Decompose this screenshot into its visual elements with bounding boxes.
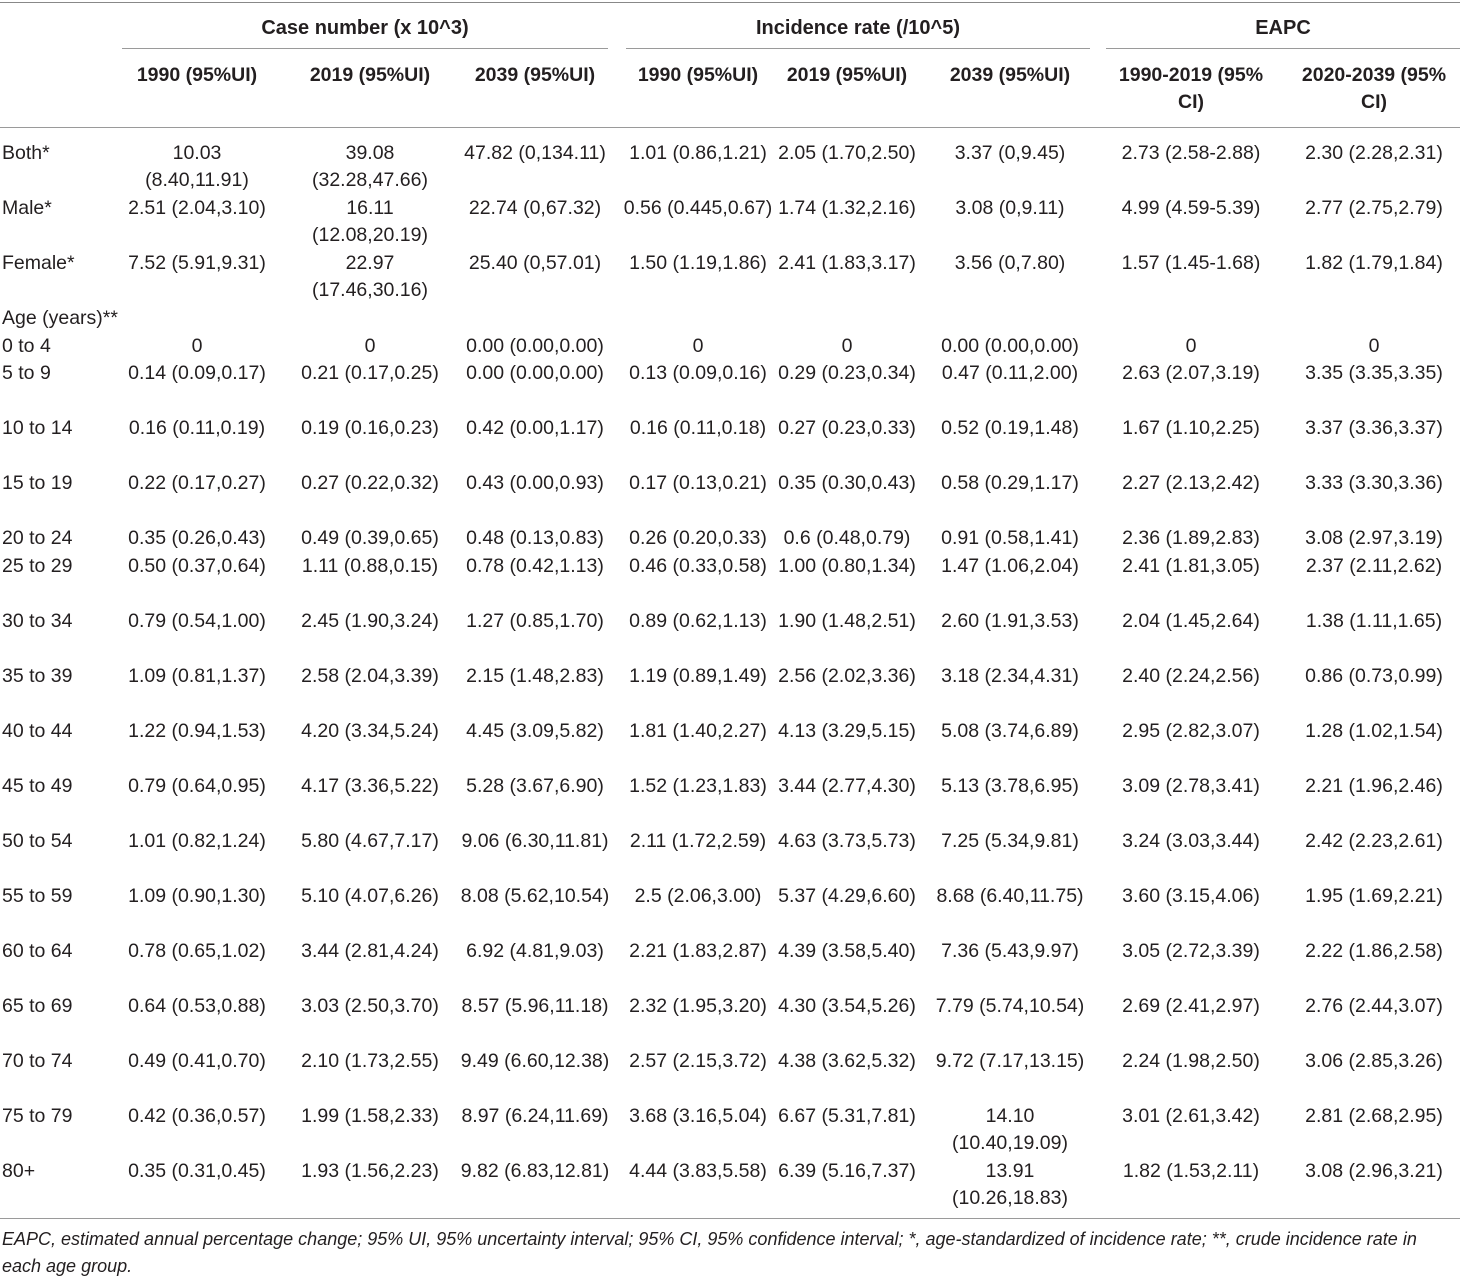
table-cell: 2.41 (1.81,3.05)	[1122, 555, 1260, 577]
table-cell: 0	[1185, 335, 1197, 357]
table-cell: 0.47 (0.11,2.00)	[941, 362, 1079, 384]
table-cell: 0.27 (0.22,0.32)	[301, 472, 439, 494]
table-cell: 0.14 (0.09,0.17)	[128, 362, 266, 384]
row-label: 20 to 24	[2, 527, 73, 549]
table-cell: 3.35 (3.35,3.35)	[1305, 362, 1443, 384]
table-cell: 1.82 (1.53,2.11)	[1122, 1160, 1260, 1182]
table-cell: 6.92 (4.81,9.03)	[466, 940, 604, 962]
row-label: 35 to 39	[2, 665, 73, 687]
table-cell: 1.95 (1.69,2.21)	[1305, 885, 1443, 907]
table-cell: 9.49 (6.60,12.38)	[460, 1050, 610, 1072]
row-label: 80+	[2, 1160, 36, 1182]
table-cell: 2.36 (1.89,2.83)	[1122, 527, 1260, 549]
table-cell: 2.77 (2.75,2.79)	[1305, 197, 1443, 219]
table-cell: 0	[841, 335, 853, 357]
table-cell: 10.03 (8.40,11.91)	[145, 142, 249, 191]
table-cell: 2.57 (2.15,3.72)	[629, 1050, 767, 1072]
table-cell: 1.09 (0.90,1.30)	[128, 885, 266, 907]
table-cell: 0.16 (0.11,0.19)	[128, 417, 266, 439]
table-cell: 3.18 (2.34,4.31)	[941, 665, 1079, 687]
row-label: 45 to 49	[2, 775, 73, 797]
table-cell: 0.16 (0.11,0.18)	[629, 417, 767, 439]
table-cell: 5.13 (3.78,6.95)	[941, 775, 1079, 797]
table-cell: 0.22 (0.17,0.27)	[128, 472, 266, 494]
table-cell: 16.11 (12.08,20.19)	[311, 197, 428, 246]
row-label: 25 to 29	[2, 555, 73, 577]
table-cell: 1.57 (1.45-1.68)	[1121, 252, 1261, 274]
table-cell: 0.27 (0.23,0.33)	[778, 417, 916, 439]
table-cell: 0	[191, 335, 203, 357]
row-label: 30 to 34	[2, 610, 73, 632]
table-cell: 22.74 (0,67.32)	[468, 197, 602, 219]
table-cell: 1.67 (1.10,2.25)	[1122, 417, 1260, 439]
table-cell: 4.45 (3.09,5.82)	[466, 720, 604, 742]
table-cell: 0.52 (0.19,1.48)	[941, 417, 1079, 439]
table-cell: 2.76 (2.44,3.07)	[1305, 995, 1443, 1017]
table-cell: 4.63 (3.73,5.73)	[778, 830, 916, 852]
group-rule-eapc	[1106, 48, 1460, 49]
row-label: Age (years)**	[2, 307, 118, 329]
table-cell: 2.41 (1.83,3.17)	[778, 252, 916, 274]
row-label: 15 to 19	[2, 472, 73, 494]
table-cell: 2.56 (2.02,3.36)	[778, 665, 916, 687]
row-label: 0 to 4	[2, 335, 51, 357]
table-cell: 3.37 (0,9.45)	[954, 142, 1066, 164]
table-cell: 2.40 (2.24,2.56)	[1122, 665, 1260, 687]
table-cell: 0.35 (0.31,0.45)	[128, 1160, 266, 1182]
table-cell: 1.52 (1.23,1.83)	[629, 775, 767, 797]
table-cell: 2.11 (1.72,2.59)	[629, 830, 767, 852]
table-cell: 8.68 (6.40,11.75)	[936, 885, 1084, 907]
column-header: 2019 (95%UI)	[309, 64, 431, 86]
table-cell: 0.56 (0.445,0.67)	[623, 197, 773, 219]
table-cell: 1.19 (0.89,1.49)	[629, 665, 767, 687]
table-cell: 3.24 (3.03,3.44)	[1122, 830, 1260, 852]
table-cell: 1.74 (1.32,2.16)	[778, 197, 916, 219]
table-cell: 5.28 (3.67,6.90)	[466, 775, 604, 797]
table-cell: 2.37 (2.11,2.62)	[1305, 555, 1443, 577]
column-header: 2020-2039 (95% CI)	[1301, 64, 1447, 113]
row-label: 50 to 54	[2, 830, 73, 852]
table-cell: 8.97 (6.24,11.69)	[461, 1105, 609, 1127]
column-header: 2039 (95%UI)	[949, 64, 1071, 86]
table-cell: 5.37 (4.29,6.60)	[778, 885, 916, 907]
table-cell: 1.00 (0.80,1.34)	[778, 555, 916, 577]
table-cell: 0	[1368, 335, 1380, 357]
table-cell: 2.69 (2.41,2.97)	[1122, 995, 1260, 1017]
table-cell: 0.42 (0.36,0.57)	[128, 1105, 266, 1127]
table-cell: 1.82 (1.79,1.84)	[1305, 252, 1443, 274]
row-label: 75 to 79	[2, 1105, 73, 1127]
table-cell: 0.00 (0.00,0.00)	[941, 335, 1079, 357]
table-cell: 0.46 (0.33,0.58)	[629, 555, 767, 577]
table-cell: 2.63 (2.07,3.19)	[1122, 362, 1260, 384]
table-cell: 0.19 (0.16,0.23)	[301, 417, 439, 439]
table-cell: 0.64 (0.53,0.88)	[128, 995, 266, 1017]
table-cell: 3.08 (2.96,3.21)	[1305, 1160, 1443, 1182]
group-rule-case-number	[122, 48, 608, 49]
header-bottom-rule	[0, 127, 1460, 128]
table-cell: 2.95 (2.82,3.07)	[1122, 720, 1260, 742]
group-rule-incidence-rate	[626, 48, 1090, 49]
table-cell: 4.39 (3.58,5.40)	[778, 940, 916, 962]
table-cell: 0.91 (0.58,1.41)	[941, 527, 1079, 549]
table-cell: 0.49 (0.41,0.70)	[128, 1050, 266, 1072]
table-cell: 39.08 (32.28,47.66)	[311, 142, 428, 191]
table-cell: 2.51 (2.04,3.10)	[128, 197, 266, 219]
table-cell: 1.28 (1.02,1.54)	[1305, 720, 1443, 742]
table-cell: 2.32 (1.95,3.20)	[629, 995, 767, 1017]
table-cell: 2.5 (2.06,3.00)	[634, 885, 762, 907]
table-cell: 2.81 (2.68,2.95)	[1305, 1105, 1443, 1127]
table-cell: 3.37 (3.36,3.37)	[1305, 417, 1443, 439]
table-cell: 0.50 (0.37,0.64)	[128, 555, 266, 577]
group-header-incidence-rate: Incidence rate (/10^5)	[756, 17, 960, 39]
table-cell: 7.52 (5.91,9.31)	[128, 252, 266, 274]
table-cell: 2.24 (1.98,2.50)	[1122, 1050, 1260, 1072]
table-cell: 6.67 (5.31,7.81)	[778, 1105, 916, 1127]
table-cell: 0.79 (0.64,0.95)	[128, 775, 266, 797]
row-label: 40 to 44	[2, 720, 73, 742]
row-label: 70 to 74	[2, 1050, 73, 1072]
table-cell: 0.6 (0.48,0.79)	[783, 527, 911, 549]
row-label: 55 to 59	[2, 885, 73, 907]
table-cell: 0.26 (0.20,0.33)	[629, 527, 767, 549]
table-cell: 2.60 (1.91,3.53)	[941, 610, 1079, 632]
table-cell: 14.10 (10.40,19.09)	[951, 1105, 1068, 1154]
table-top-rule	[0, 2, 1460, 3]
table-cell: 4.30 (3.54,5.26)	[778, 995, 916, 1017]
table-cell: 2.22 (1.86,2.58)	[1305, 940, 1443, 962]
table-cell: 0	[364, 335, 376, 357]
table-cell: 2.10 (1.73,2.55)	[301, 1050, 439, 1072]
table-cell: 1.11 (0.88,0.15)	[301, 555, 439, 577]
table-cell: 3.44 (2.81,4.24)	[301, 940, 439, 962]
table-cell: 9.72 (7.17,13.15)	[935, 1050, 1085, 1072]
table-cell: 5.10 (4.07,6.26)	[301, 885, 439, 907]
table-cell: 1.93 (1.56,2.23)	[301, 1160, 439, 1182]
table-cell: 5.80 (4.67,7.17)	[301, 830, 439, 852]
table-cell: 2.05 (1.70,2.50)	[778, 142, 916, 164]
table-cell: 25.40 (0,57.01)	[468, 252, 602, 274]
table-cell: 0.49 (0.39,0.65)	[301, 527, 439, 549]
table-cell: 2.04 (1.45,2.64)	[1122, 610, 1260, 632]
group-header-eapc: EAPC	[1255, 17, 1311, 39]
table-cell: 0.17 (0.13,0.21)	[629, 472, 767, 494]
table-cell: 0.13 (0.09,0.16)	[629, 362, 767, 384]
table-cell: 0.00 (0.00,0.00)	[466, 362, 604, 384]
row-label: 10 to 14	[2, 417, 73, 439]
table-cell: 1.81 (1.40,2.27)	[629, 720, 767, 742]
table-cell: 7.25 (5.34,9.81)	[941, 830, 1079, 852]
table-cell: 3.08 (2.97,3.19)	[1305, 527, 1443, 549]
table-cell: 3.60 (3.15,4.06)	[1122, 885, 1260, 907]
column-header: 2039 (95%UI)	[474, 64, 596, 86]
table-cell: 0.89 (0.62,1.13)	[629, 610, 767, 632]
table-cell: 0.21 (0.17,0.25)	[301, 362, 439, 384]
table-cell: 13.91 (10.26,18.83)	[951, 1160, 1068, 1209]
table-cell: 1.50 (1.19,1.86)	[629, 252, 767, 274]
table-cell: 2.30 (2.28,2.31)	[1305, 142, 1443, 164]
table-cell: 1.90 (1.48,2.51)	[778, 610, 916, 632]
table-cell: 1.22 (0.94,1.53)	[128, 720, 266, 742]
table-cell: 7.79 (5.74,10.54)	[935, 995, 1085, 1017]
table-cell: 5.08 (3.74,6.89)	[941, 720, 1079, 742]
table-bottom-rule	[0, 1218, 1460, 1219]
table-cell: 2.21 (1.96,2.46)	[1305, 775, 1443, 797]
table-cell: 2.58 (2.04,3.39)	[301, 665, 439, 687]
table-cell: 7.36 (5.43,9.97)	[941, 940, 1079, 962]
column-header: 1990 (95%UI)	[637, 64, 759, 86]
group-header-case-number: Case number (x 10^3)	[261, 17, 469, 39]
row-label: 65 to 69	[2, 995, 73, 1017]
table-cell: 2.42 (2.23,2.61)	[1305, 830, 1443, 852]
table-cell: 0.86 (0.73,0.99)	[1305, 665, 1443, 687]
table-cell: 2.15 (1.48,2.83)	[466, 665, 604, 687]
table-cell: 0.42 (0.00,1.17)	[466, 417, 604, 439]
table-cell: 3.01 (2.61,3.42)	[1122, 1105, 1260, 1127]
table-cell: 1.38 (1.11,1.65)	[1305, 610, 1443, 632]
column-header: 1990-2019 (95% CI)	[1118, 64, 1264, 113]
table-cell: 4.44 (3.83,5.58)	[629, 1160, 767, 1182]
table-cell: 3.05 (2.72,3.39)	[1122, 940, 1260, 962]
row-label: 60 to 64	[2, 940, 73, 962]
table-cell: 0.78 (0.42,1.13)	[466, 555, 604, 577]
table-cell: 22.97 (17.46,30.16)	[311, 252, 428, 301]
table-cell: 3.03 (2.50,3.70)	[301, 995, 439, 1017]
table-cell: 2.21 (1.83,2.87)	[629, 940, 767, 962]
table-cell: 8.08 (5.62,10.54)	[460, 885, 610, 907]
table-cell: 2.73 (2.58-2.88)	[1121, 142, 1261, 164]
table-cell: 2.27 (2.13,2.42)	[1122, 472, 1260, 494]
table-cell: 1.09 (0.81,1.37)	[128, 665, 266, 687]
table-cell: 4.17 (3.36,5.22)	[301, 775, 439, 797]
column-header: 1990 (95%UI)	[136, 64, 258, 86]
table-cell: 3.33 (3.30,3.36)	[1305, 472, 1443, 494]
table-cell: 4.99 (4.59-5.39)	[1121, 197, 1261, 219]
row-label: Male*	[2, 197, 52, 219]
table-cell: 0.43 (0.00,0.93)	[466, 472, 604, 494]
table-cell: 0.78 (0.65,1.02)	[128, 940, 266, 962]
column-header: 2019 (95%UI)	[786, 64, 908, 86]
table-cell: 3.06 (2.85,3.26)	[1305, 1050, 1443, 1072]
table-cell: 0.79 (0.54,1.00)	[128, 610, 266, 632]
row-label: Female*	[2, 252, 75, 274]
table-cell: 0.58 (0.29,1.17)	[941, 472, 1079, 494]
table-cell: 1.01 (0.82,1.24)	[128, 830, 266, 852]
table-cell: 0.35 (0.30,0.43)	[778, 472, 916, 494]
table-cell: 2.45 (1.90,3.24)	[301, 610, 439, 632]
table-cell: 4.20 (3.34,5.24)	[301, 720, 439, 742]
table-cell: 1.27 (0.85,1.70)	[466, 610, 604, 632]
row-label: 5 to 9	[2, 362, 51, 384]
table-cell: 6.39 (5.16,7.37)	[778, 1160, 916, 1182]
table-cell: 9.06 (6.30,11.81)	[461, 830, 609, 852]
table-cell: 8.57 (5.96,11.18)	[461, 995, 609, 1017]
table-cell: 3.56 (0,7.80)	[954, 252, 1066, 274]
table-cell: 0.35 (0.26,0.43)	[128, 527, 266, 549]
table-cell: 47.82 (0,134.11)	[464, 142, 606, 164]
table-cell: 4.38 (3.62,5.32)	[778, 1050, 916, 1072]
table-cell: 0.00 (0.00,0.00)	[466, 335, 604, 357]
table-cell: 3.44 (2.77,4.30)	[778, 775, 916, 797]
table-cell: 9.82 (6.83,12.81)	[460, 1160, 610, 1182]
table-cell: 0.48 (0.13,0.83)	[466, 527, 604, 549]
table-cell: 1.99 (1.58,2.33)	[301, 1105, 439, 1127]
table-cell: 3.68 (3.16,5.04)	[629, 1105, 767, 1127]
table-cell: 0	[692, 335, 704, 357]
table-cell: 4.13 (3.29,5.15)	[778, 720, 916, 742]
table-cell: 3.08 (0,9.11)	[955, 197, 1065, 219]
table-cell: 1.47 (1.06,2.04)	[941, 555, 1079, 577]
row-label: Both*	[2, 142, 50, 164]
table-cell: 1.01 (0.86,1.21)	[629, 142, 767, 164]
table-cell: 3.09 (2.78,3.41)	[1122, 775, 1260, 797]
table-footnote: EAPC, estimated annual percentage change; 95% UI, 95% uncertainty interval; 95% CI, 95% confidence interval; *, age-standardized of incidence rate; **, crude incidence rate in each age group.	[2, 1229, 1417, 1276]
table-cell: 0.29 (0.23,0.34)	[778, 362, 916, 384]
